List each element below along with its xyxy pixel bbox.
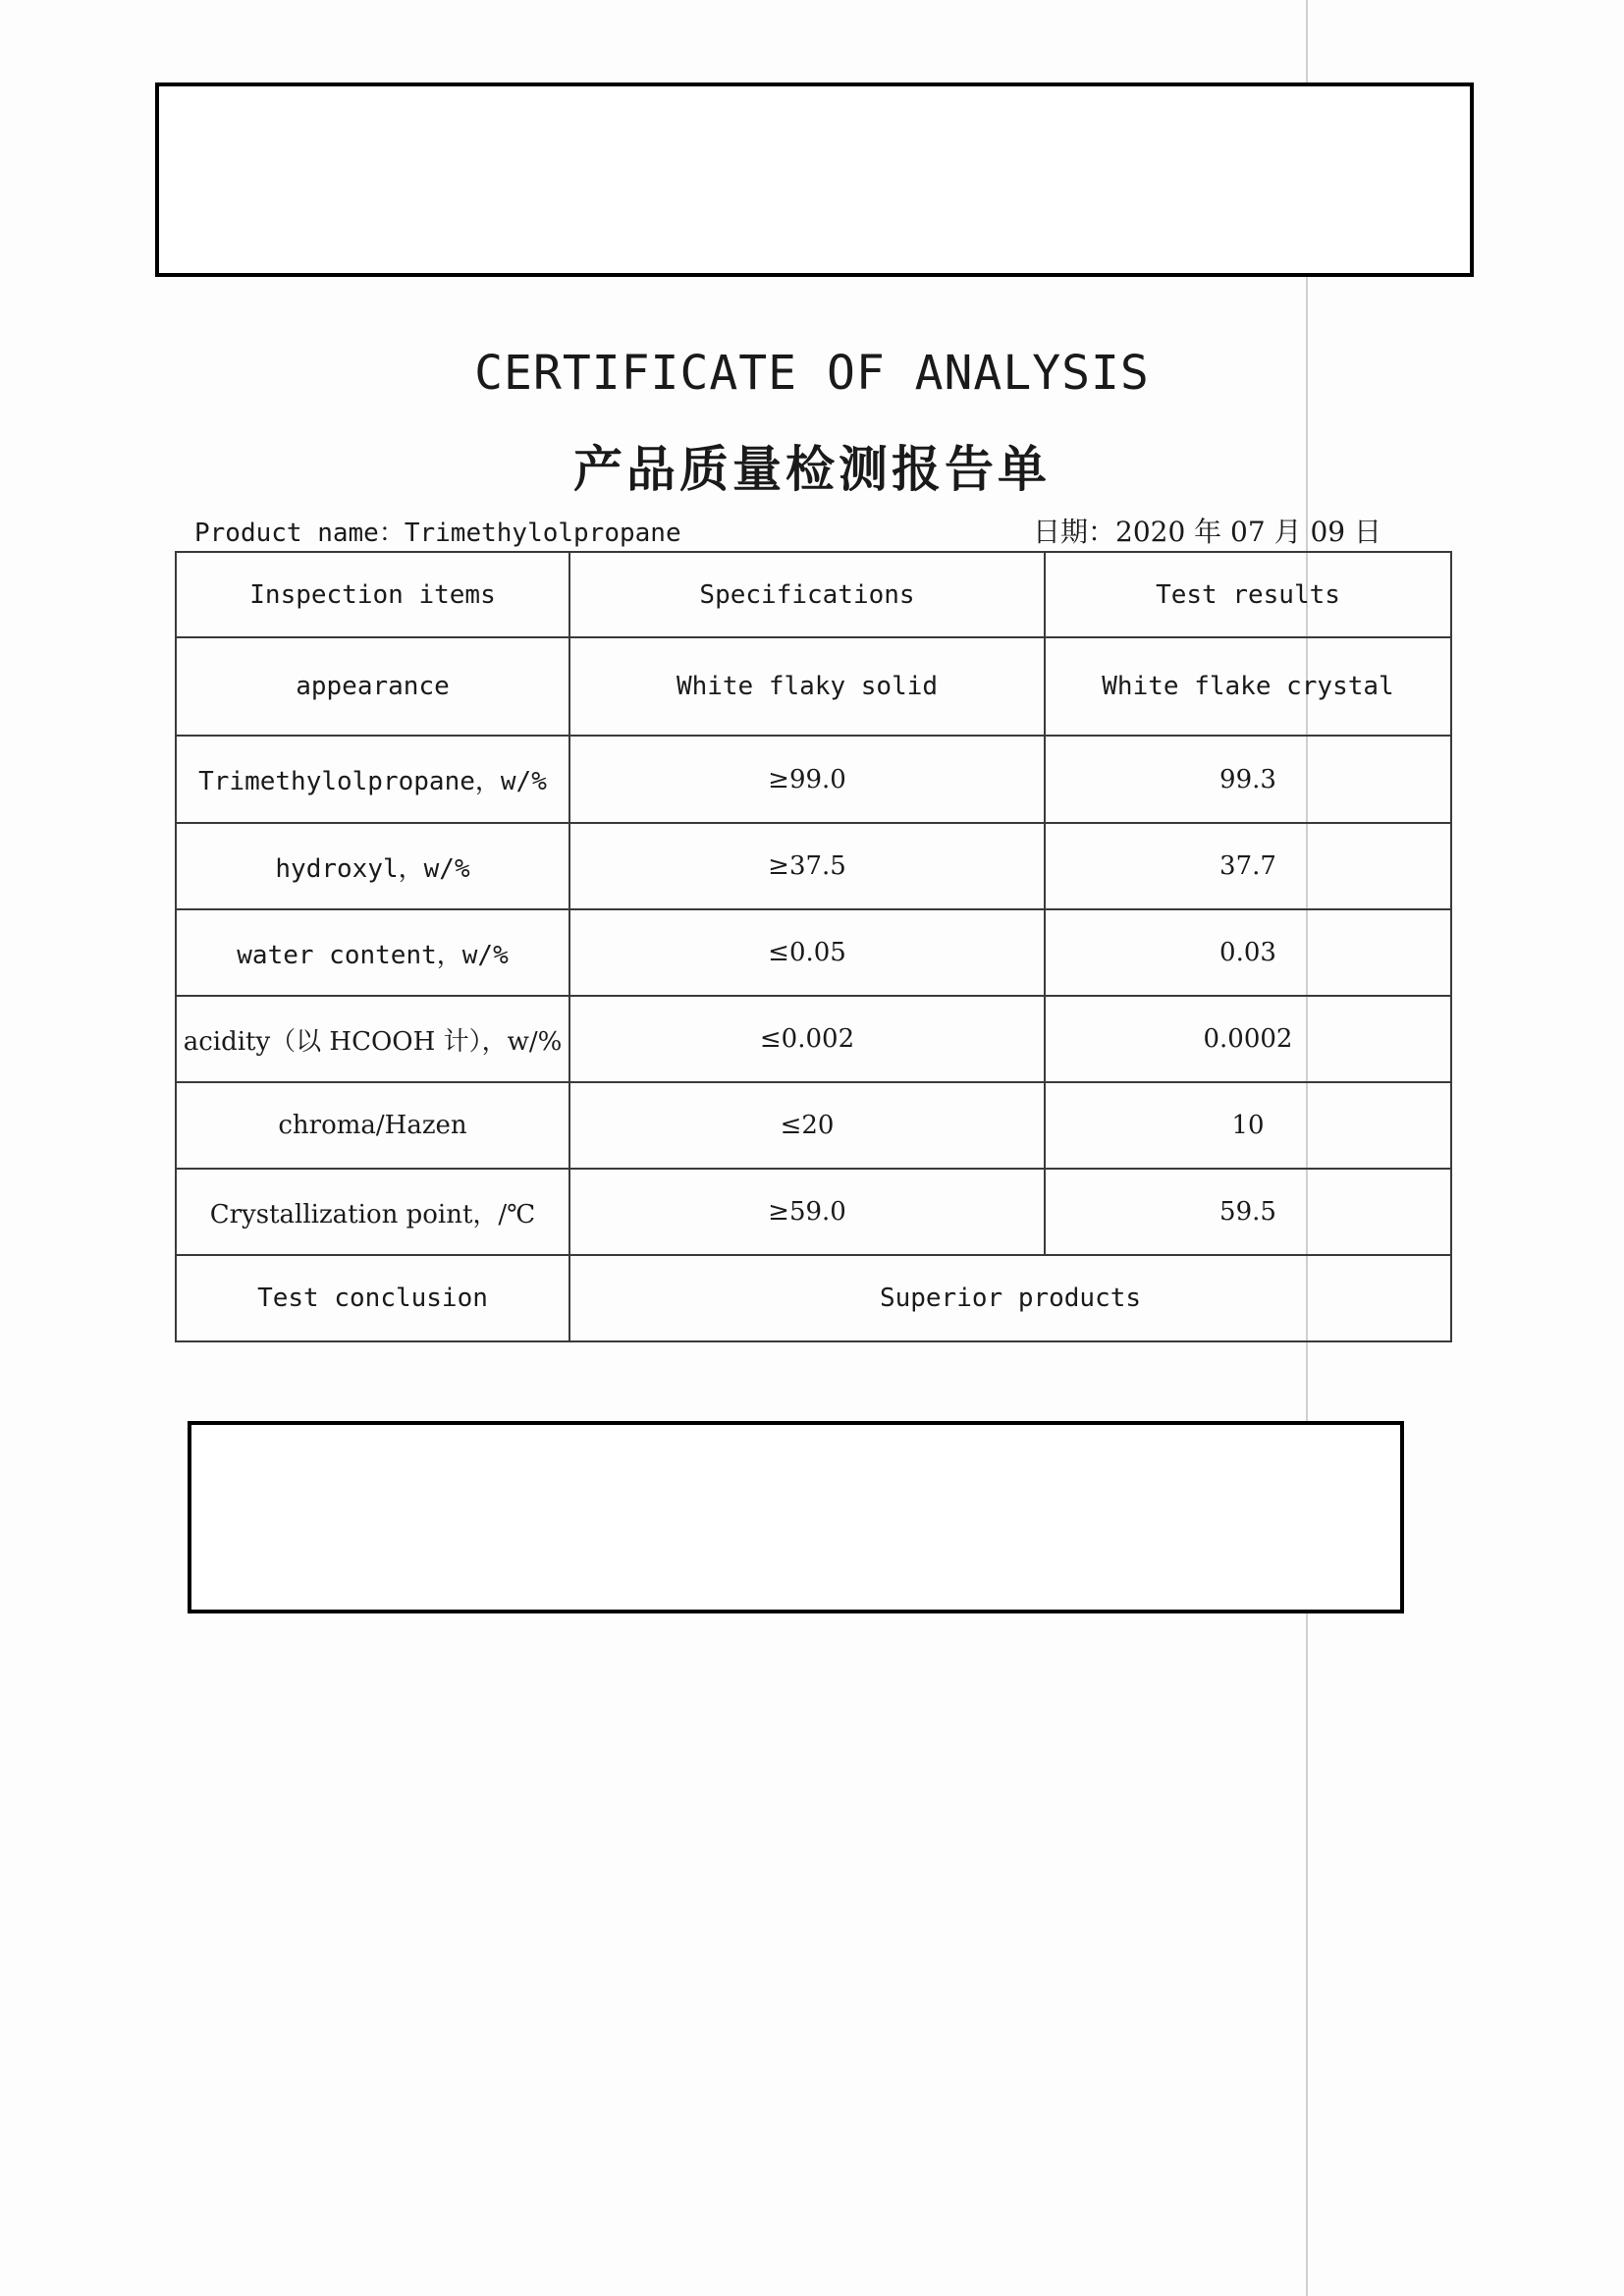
table-row: [176, 736, 1451, 823]
report-date: 日期：2020 年 07 月 09 日: [1033, 516, 1382, 548]
result-cell: White flake crystal: [1045, 637, 1451, 736]
title-english: CERTIFICATE OF ANALYSIS: [474, 346, 1150, 401]
item-cell: Crystallization point，/℃: [176, 1169, 569, 1255]
redacted-footer-box: [188, 1421, 1404, 1613]
spec-cell: ≤0.05: [569, 909, 1045, 996]
table-row: [176, 909, 1451, 996]
result-cell: 0.0002: [1045, 996, 1451, 1082]
header-inspection-items: Inspection items: [176, 552, 569, 637]
analysis-table: [175, 551, 1452, 1342]
spec-cell: ≤20: [569, 1082, 1045, 1169]
item-cell: appearance: [176, 637, 569, 736]
table-row: [176, 996, 1451, 1082]
table-row: [176, 1169, 1451, 1255]
spec-cell: ≤0.002: [569, 996, 1045, 1082]
item-cell: Trimethylolpropane，w/%: [176, 736, 569, 823]
conclusion-row: [176, 1255, 1451, 1341]
item-cell: acidity（以 HCOOH 计），w/%: [176, 996, 569, 1082]
result-cell: 59.5: [1045, 1169, 1451, 1255]
table-header-row: [176, 552, 1451, 637]
conclusion-value: Superior products: [569, 1255, 1451, 1341]
result-cell: 99.3: [1045, 736, 1451, 823]
spec-cell: ≥99.0: [569, 736, 1045, 823]
redacted-header-box: [155, 82, 1474, 277]
product-name: Product name：Trimethylolpropane: [194, 519, 681, 548]
conclusion-label: Test conclusion: [176, 1255, 569, 1341]
result-cell: 0.03: [1045, 909, 1451, 996]
table-row: [176, 637, 1451, 736]
spec-cell: White flaky solid: [569, 637, 1045, 736]
spec-cell: ≥37.5: [569, 823, 1045, 909]
header-specifications: Specifications: [569, 552, 1045, 637]
table-row: [176, 1082, 1451, 1169]
result-cell: 10: [1045, 1082, 1451, 1169]
title-chinese: 产品质量检测报告单: [573, 441, 1051, 498]
result-cell: 37.7: [1045, 823, 1451, 909]
item-cell: chroma/Hazen: [176, 1082, 569, 1169]
spec-cell: ≥59.0: [569, 1169, 1045, 1255]
table-row: [176, 823, 1451, 909]
item-cell: water content，w/%: [176, 909, 569, 996]
item-cell: hydroxyl，w/%: [176, 823, 569, 909]
header-test-results: Test results: [1045, 552, 1451, 637]
